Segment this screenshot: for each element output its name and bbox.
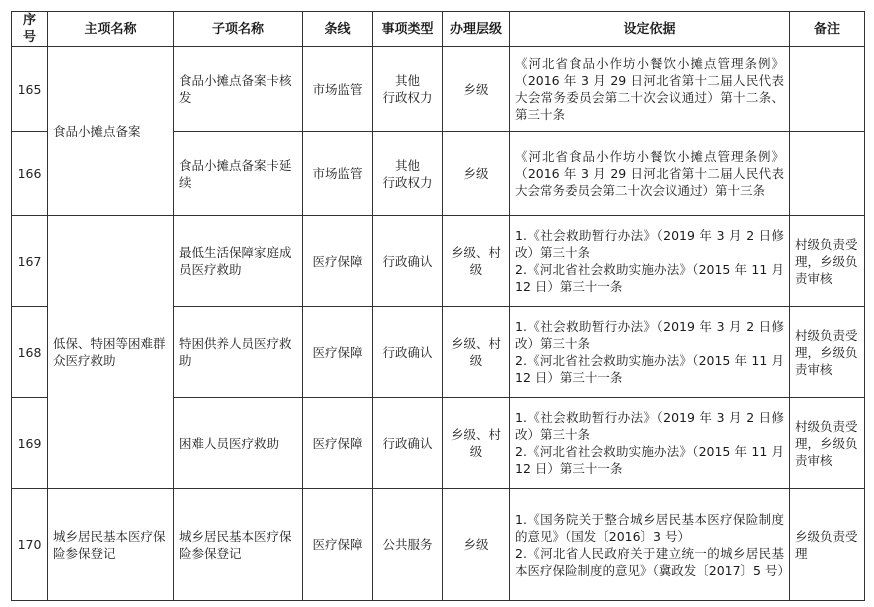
item-type: 公共服务 — [373, 489, 443, 601]
sub-item: 最低生活保障家庭成员医疗救助 — [174, 216, 303, 307]
note: 乡级负责受理 — [790, 489, 865, 601]
header-note: 备注 — [790, 12, 865, 47]
row-no: 166 — [12, 132, 48, 216]
header-line: 条线 — [303, 12, 373, 47]
table-row — [12, 489, 865, 601]
header-type: 事项类型 — [373, 12, 443, 47]
note — [790, 47, 865, 132]
basis: 《河北省食品小作坊小餐饮小摊点管理条例》（2016 年 3 月 29 日河北省第十二届人民代表大会常务委员会第二十次会议通过）第十二条、第三十条 — [510, 47, 790, 132]
policy-table — [11, 11, 865, 601]
note — [790, 132, 865, 216]
item-type: 行政确认 — [373, 216, 443, 307]
basis: 1.《社会救助暂行办法》（2019 年 3 月 2 日修改）第三十条 2.《河北省社会救助实施办法》（2015 年 11 月 12 日）第三十一条 — [510, 307, 790, 398]
note: 村级负责受理，乡级负责审核 — [790, 307, 865, 398]
level: 乡级、村级 — [443, 398, 510, 489]
row-no: 169 — [12, 398, 48, 489]
line: 医疗保障 — [303, 307, 373, 398]
basis: 1.《社会救助暂行办法》（2019 年 3 月 2 日修改）第三十条 2.《河北省社会救助实施办法》（2015 年 11 月 12 日）第三十一条 — [510, 216, 790, 307]
line: 医疗保障 — [303, 216, 373, 307]
header-basis: 设定依据 — [510, 12, 790, 47]
header-sub-item: 子项名称 — [174, 12, 303, 47]
level: 乡级 — [443, 489, 510, 601]
sub-item: 特困供养人员医疗救助 — [174, 307, 303, 398]
level: 乡级、村级 — [443, 216, 510, 307]
table-row — [12, 216, 865, 307]
level: 乡级 — [443, 47, 510, 132]
row-no: 170 — [12, 489, 48, 601]
item-type: 行政确认 — [373, 398, 443, 489]
sub-item: 困难人员医疗救助 — [174, 398, 303, 489]
note: 村级负责受理，乡级负责审核 — [790, 398, 865, 489]
line: 医疗保障 — [303, 489, 373, 601]
item-type: 其他 行政权力 — [373, 132, 443, 216]
row-no: 167 — [12, 216, 48, 307]
header-level: 办理层级 — [443, 12, 510, 47]
table-row — [12, 47, 865, 132]
main-item: 城乡居民基本医疗保险参保登记 — [48, 489, 174, 601]
line: 市场监管 — [303, 47, 373, 132]
row-no: 165 — [12, 47, 48, 132]
row-no: 168 — [12, 307, 48, 398]
line: 医疗保障 — [303, 398, 373, 489]
note: 村级负责受理，乡级负责审核 — [790, 216, 865, 307]
sub-item: 食品小摊点备案卡延续 — [174, 132, 303, 216]
sub-item: 城乡居民基本医疗保险参保登记 — [174, 489, 303, 601]
sub-item: 食品小摊点备案卡核发 — [174, 47, 303, 132]
item-type: 行政确认 — [373, 307, 443, 398]
basis: 1.《社会救助暂行办法》（2019 年 3 月 2 日修改）第三十条 2.《河北省社会救助实施办法》（2015 年 11 月 12 日）第三十一条 — [510, 398, 790, 489]
level: 乡级 — [443, 132, 510, 216]
main-item: 食品小摊点备案 — [48, 47, 174, 216]
table-header-row — [12, 12, 865, 47]
level: 乡级、村级 — [443, 307, 510, 398]
line: 市场监管 — [303, 132, 373, 216]
main-item: 低保、特困等困难群众医疗救助 — [48, 216, 174, 489]
basis: 《河北省食品小作坊小餐饮小摊点管理条例》（2016 年 3 月 29 日河北省第十二届人民代表大会常务委员会第二十次会议通过）第十三条 — [510, 132, 790, 216]
item-type: 其他 行政权力 — [373, 47, 443, 132]
basis: 1.《国务院关于整合城乡居民基本医疗保险制度的意见》（国发〔2016〕3 号） 2.《河北省人民政府关于建立统一的城乡居民基本医疗保险制度的意见》（冀政发〔2017〕5 号） — [510, 489, 790, 601]
header-no: 序号 — [12, 12, 48, 47]
header-main-item: 主项名称 — [48, 12, 174, 47]
